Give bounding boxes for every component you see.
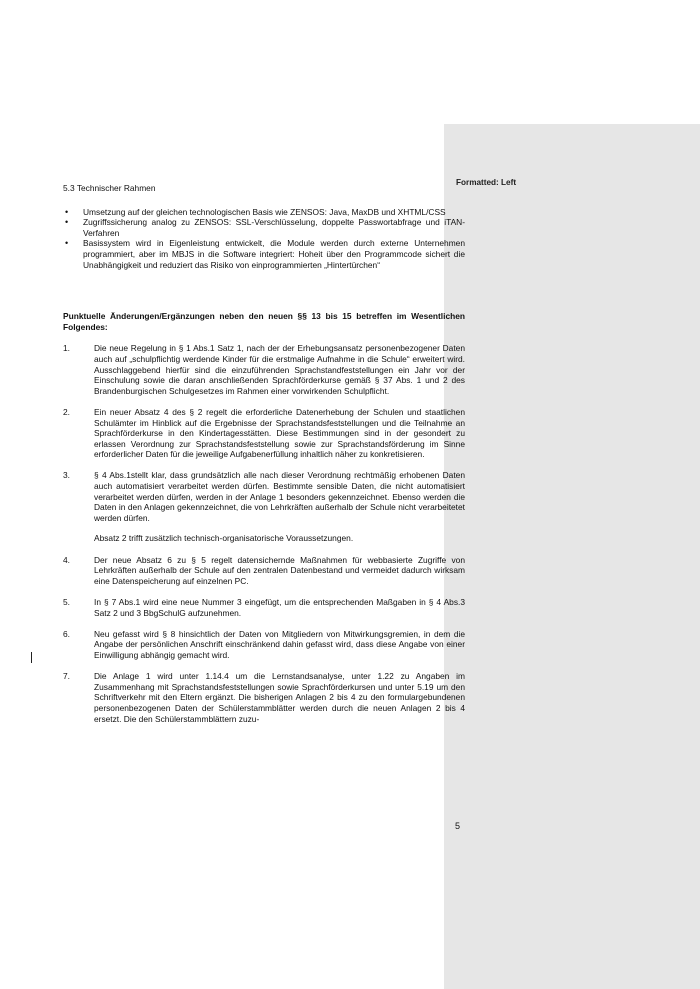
item-text: In § 7 Abs.1 wird eine neue Nummer 3 eingefügt, um die entsprechenden Maßgaben in § 4 Abs.3 Satz 2 und 3 BbgSchulG aufzunehmen. [94,597,465,618]
document-body [63,183,465,735]
item-text: Ein neuer Absatz 4 des § 2 regelt die erforderliche Datenerhebung der Schulen und staatlichen Schulämter im Hinblick auf die Ergebnisse der Sprachstandsfeststellungen und die Teilnahme an Sprachförderkurse in den Kindertagesstätten. Diese Bestimmungen sind in der gesondert zu erlassen Verordnung zur Sprachstandsfeststellung sowie zur Sprachstandsförderung im Sinne erforderlicher Daten für die jeweilige Aufgabenerfüllung inhaltlich näher zu konkretisieren. [94,406,465,460]
item-number: 6. [63,628,70,639]
item-number: 2. [63,406,70,417]
format-comment-label: Formatted: Left [456,178,517,187]
item-number: 4. [63,554,70,565]
numbered-item [63,671,465,724]
change-bar [31,652,32,663]
section-heading: 5.3 Technischer Rahmen [63,183,156,193]
item-sub-paragraph: Absatz 2 trifft zusätzlich technisch-organisatorische Voraussetzungen. [94,533,354,544]
item-number: 3. [63,470,70,481]
item-number: 7. [63,671,70,682]
comment-margin-panel [444,124,700,989]
intro-paragraph: Punktuelle Änderungen/Ergänzungen neben den neuen §§ 13 bis 15 betreffen im Wesentlichen Folgendes: [63,311,465,332]
item-text: Die Anlage 1 wird unter 1.14.4 um die Lernstandsanalyse, unter 1.22 zu Angaben im Zusammenhang mit Sprachstandsfeststellungen sowie Sprachförderkursen und unter 5.19 um den Schriftverkehr mit den Eltern ergänzt. Die bisherigen Anlagen 2 bis 4 zu den formulargebundenen personenbezogenen Daten der Schülerstammblätter werden durch die neuen Anlagen 2 bis 4 ersetzt. Die den Schülerstammblättern zuzu- [94,671,465,724]
bullet-icon: • [65,238,69,249]
numbered-item [63,343,465,396]
item-number: 1. [63,343,70,354]
bullet-item: • Zugriffssicherung analog zu ZENSOS: SSL-Verschlüsselung, doppelte Passwortabfrage und iTAN-Verfahren [65,217,465,238]
numbered-item [63,470,465,523]
numbered-item [63,555,465,587]
bullet-icon: • [65,206,69,217]
item-number: 5. [63,597,70,607]
page-number: 5 [455,821,461,831]
bullet-icon: • [65,217,69,228]
item-text: Der neue Absatz 6 zu § 5 regelt datensichernde Maßnahmen für webbasierte Zugriffe von Lehrkräften außerhalb der Schule auf den zentralen Datenbestand und vermeidet dadurch wirksam eine Datenspeicherung auf einzelnen PC. [94,554,465,586]
item-text: Die neue Regelung in § 1 Abs.1 Satz 1, nach der der Erhebungsansatz personenbezogener Daten auch auf „schulpflichtig werdende Kinder für die erstmalige Aufnahme in die Schule“ erweitert wird. Ausschlaggebend hierfür sind die einzuführenden Sprachstandfeststellungen ein Jahr vor der Einschulung sowie die daran anschließenden Sprachförderkurse gemäß § 37 Abs. 1 und 2 des Brandenburgischen Schulgesetzes im Rahmen einer vorwirkenden Schulpflicht. [94,343,465,396]
item-text: Neu gefasst wird § 8 hinsichtlich der Daten von Mitgliedern von Mitwirkungsgremien, in dem die Angabe der persönlichen Anschrift einschränkend dahin gefasst wird, dass diese Angabe von einer Einwilligung abhängig gemacht wird. [94,628,465,660]
bullet-item: • Umsetzung auf der gleichen technologischen Basis wie ZENSOS: Java, MaxDB und XHTML/CSS [65,206,446,217]
bullet-item: • Basissystem wird in Eigenleistung entwickelt, die Module werden durch externe Unternehmen programmiert, aber im MBJS in die Software integriert: Hoheit über den Programmcode sichert die Unabhängigkeit und reduziert das Risiko von einprogrammierten „Hintertürchen“ [65,238,465,270]
bullet-list [63,207,465,271]
item-text: § 4 Abs.1stellt klar, dass grundsätzlich alle nach dieser Verordnung rechtmäßig erhobenen Daten auch automatisiert verarbeitet werden dürfen. Bestimmte sensible Daten, die nicht automatisiert verarbeitet werden dürfen, werden in der Anlage 1 besonders gekennzeichnet. Ebenso werden die Daten in den Anlagen gekennzeichnet, die von Lehrkräften außerhalb der Schule nicht verarbeitetet werden dürfen. [94,470,465,523]
numbered-item [63,629,465,661]
numbered-item [63,407,465,460]
numbered-item [63,597,465,618]
